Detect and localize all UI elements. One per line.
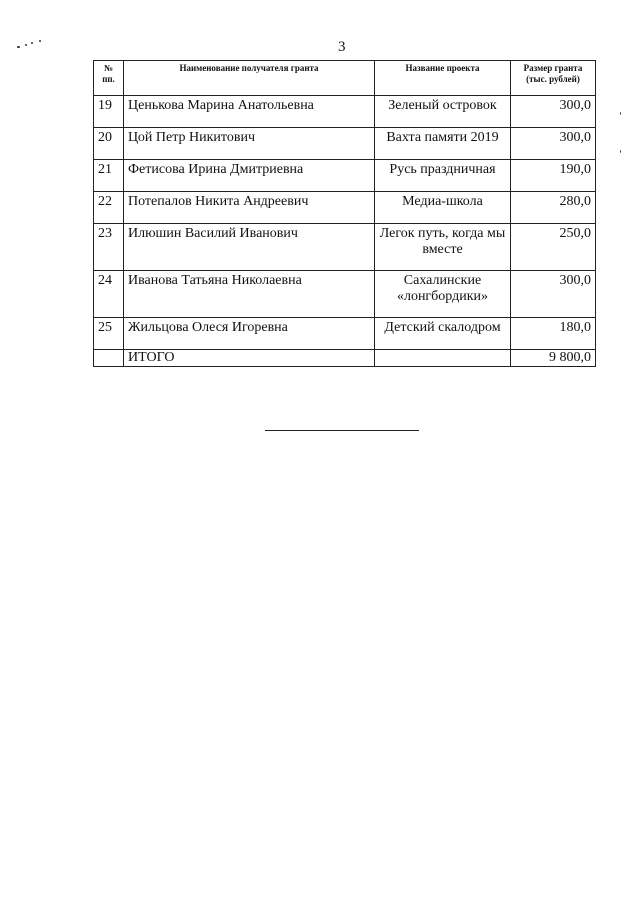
total-amount: 9 800,0 <box>511 350 596 367</box>
row-num: 22 <box>94 192 124 224</box>
row-name: Цой Петр Никитович <box>124 128 375 160</box>
table-row <box>94 192 596 224</box>
row-num: 23 <box>94 224 124 271</box>
total-row <box>94 350 596 367</box>
row-amount: 190,0 <box>511 160 596 192</box>
total-num-cell <box>94 350 124 367</box>
row-amount: 300,0 <box>511 96 596 128</box>
grants-table <box>93 60 596 367</box>
total-label: ИТОГО <box>124 350 375 367</box>
row-name: Иванова Татьяна Николаевна <box>124 271 375 318</box>
table-row <box>94 160 596 192</box>
table-row <box>94 318 596 350</box>
row-project: Зеленый островок <box>375 96 511 128</box>
row-project: Детский скалодром <box>375 318 511 350</box>
row-amount: 250,0 <box>511 224 596 271</box>
row-num: 24 <box>94 271 124 318</box>
table-row <box>94 128 596 160</box>
header-num: № пп. <box>94 61 124 96</box>
total-project-cell <box>375 350 511 367</box>
row-amount: 300,0 <box>511 128 596 160</box>
row-name: Жильцова Олеся Игоревна <box>124 318 375 350</box>
row-name: Потепалов Никита Андреевич <box>124 192 375 224</box>
row-project: Легок путь, когда мы вместе <box>375 224 511 271</box>
row-amount: 280,0 <box>511 192 596 224</box>
table-row <box>94 96 596 128</box>
row-name: Фетисова Ирина Дмитриевна <box>124 160 375 192</box>
page-number: 3 <box>338 39 346 55</box>
row-num: 20 <box>94 128 124 160</box>
scan-speckle <box>17 46 20 48</box>
row-num: 21 <box>94 160 124 192</box>
table-row <box>94 271 596 318</box>
row-name: Ценькова Марина Анатольевна <box>124 96 375 128</box>
row-amount: 180,0 <box>511 318 596 350</box>
row-num: 25 <box>94 318 124 350</box>
table-header-row <box>94 61 596 96</box>
scan-speckle <box>31 42 33 44</box>
row-project: Русь праздничная <box>375 160 511 192</box>
row-project: Сахалинские «лонгбордики» <box>375 271 511 318</box>
scan-speckle <box>39 40 41 42</box>
row-name: Илюшин Василий Иванович <box>124 224 375 271</box>
table-row <box>94 224 596 271</box>
header-project: Название проекта <box>375 61 511 96</box>
row-project: Вахта памяти 2019 <box>375 128 511 160</box>
row-amount: 300,0 <box>511 271 596 318</box>
header-amount: Размер гранта (тыс. рублей) <box>511 61 596 96</box>
scan-speckle <box>620 112 621 115</box>
closing-rule <box>265 430 419 431</box>
scan-speckle <box>25 44 27 46</box>
header-name: Наименование получателя гранта <box>124 61 375 96</box>
scan-speckle <box>620 150 621 153</box>
row-num: 19 <box>94 96 124 128</box>
row-project: Медиа-школа <box>375 192 511 224</box>
